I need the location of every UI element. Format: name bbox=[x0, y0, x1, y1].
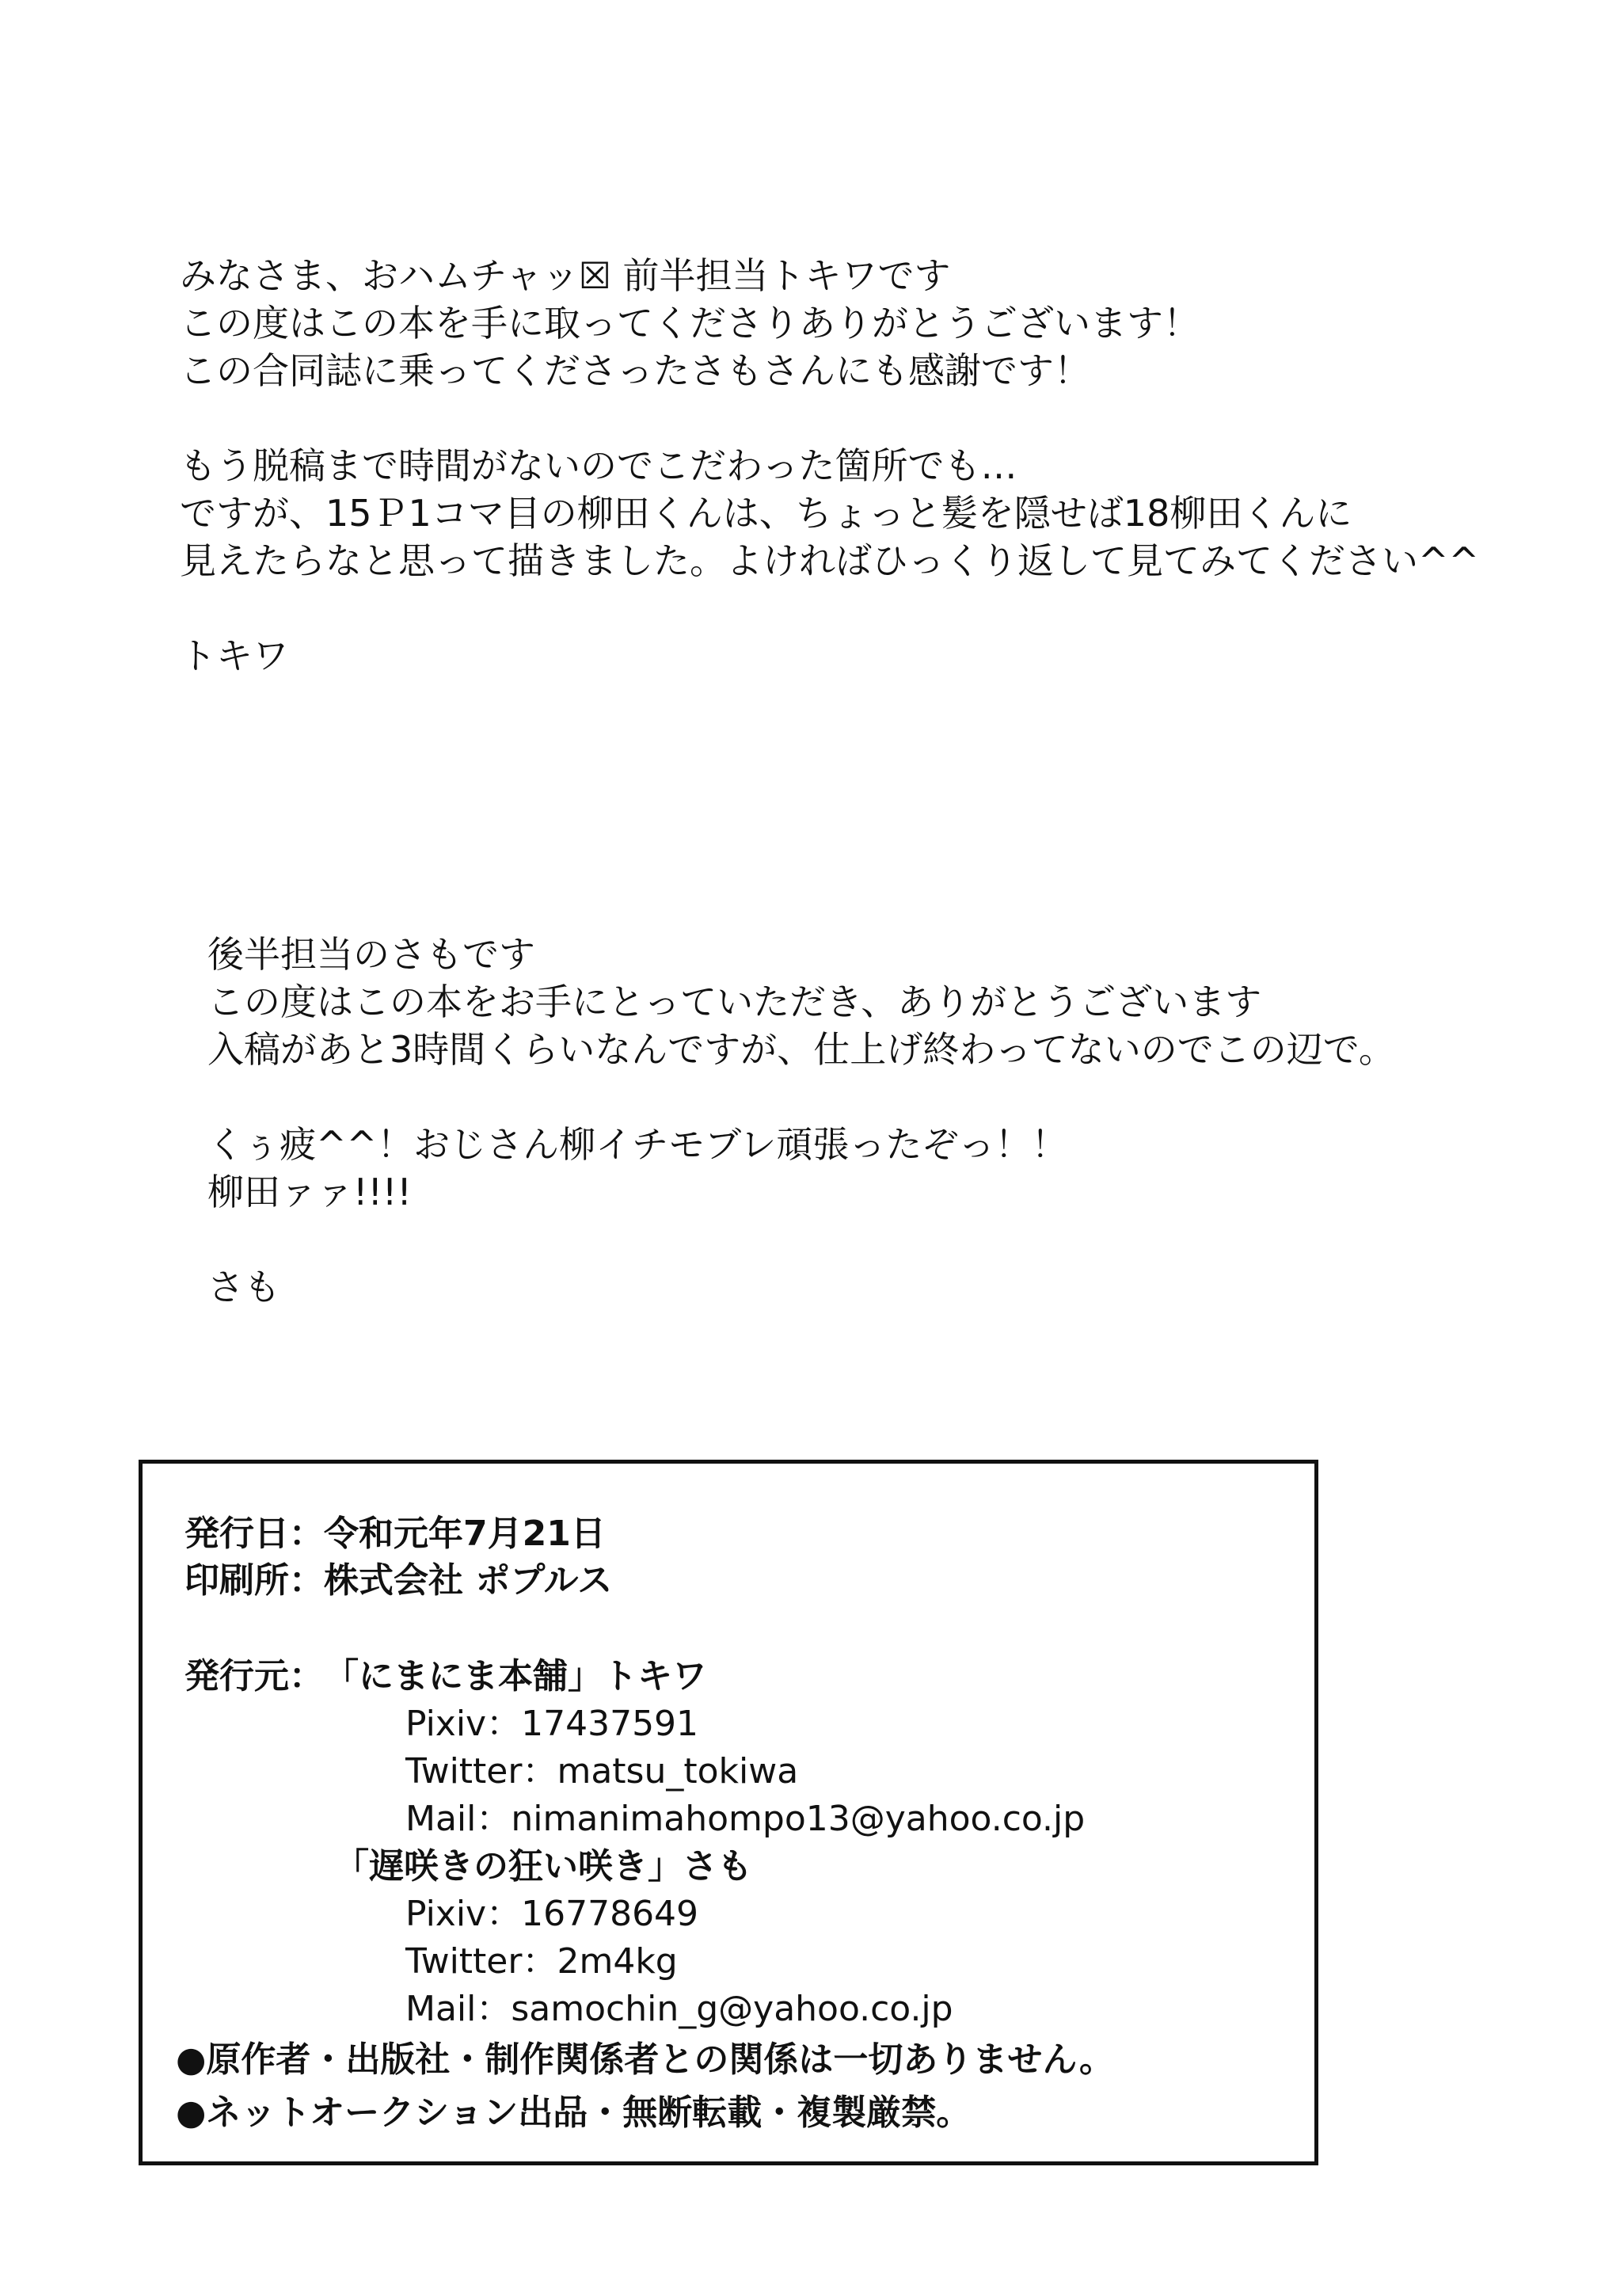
publisher-label: 発行元： bbox=[184, 1656, 324, 1696]
circle1-mail-value: nimanimahompo13@yahoo.co.jp bbox=[511, 1799, 1086, 1839]
tokiwa-line-2: この度はこの本を手に取ってくださりありがとうございます！ bbox=[180, 302, 1200, 345]
circle2-twitter-label: Twitter： bbox=[405, 1941, 557, 1982]
circle2-twitter-row bbox=[405, 1933, 678, 1983]
circle1-pixiv-label: Pixiv： bbox=[405, 1704, 522, 1744]
circle1-pixiv-value: 17437591 bbox=[521, 1704, 699, 1744]
circle1-twitter-label: Twitter： bbox=[405, 1751, 557, 1792]
samo-line-6: 柳田ァァ!!!! bbox=[207, 1171, 412, 1213]
circle1-twitter-row bbox=[405, 1742, 798, 1793]
samo-afterword bbox=[207, 931, 1395, 1311]
circle1-twitter-value: matsu_tokiwa bbox=[557, 1751, 799, 1792]
circle2-row bbox=[334, 1837, 752, 1888]
paragraph-gap bbox=[207, 1073, 1395, 1121]
notice-1 bbox=[176, 2031, 1114, 2081]
circle2-name: 「遅咲きの狂い咲き」さも bbox=[334, 1846, 752, 1887]
samo-line-5: くぅ疲^^！おじさん柳イチモブレ頑張ったぞっ！！ bbox=[207, 1123, 1068, 1166]
circle2-mail-value: samochin_g@yahoo.co.jp bbox=[511, 1989, 953, 2029]
issue-date-label: 発行日： bbox=[184, 1514, 324, 1554]
tokiwa-line-7: 見えたらなと思って描きました。よければひっくり返して見てみてください^^ bbox=[180, 539, 1480, 582]
circle2-pixiv-row bbox=[405, 1885, 698, 1936]
circle2-mail-row bbox=[405, 1980, 953, 2031]
samo-line-1: 後半担当のさもです bbox=[207, 933, 535, 976]
tokiwa-line-6: ですが、15Ｐ1コマ目の柳田くんは、ちょっと髪を隠せば18柳田くんに bbox=[180, 492, 1352, 535]
circle2-pixiv-value: 16778649 bbox=[521, 1894, 699, 1934]
tokiwa-signature: トキワ bbox=[180, 634, 289, 677]
printer-value: 株式会社 ポプルス bbox=[324, 1560, 613, 1601]
circle1-mail-row bbox=[405, 1790, 1085, 1841]
colophon-box bbox=[139, 1460, 1318, 2165]
samo-line-3: 入稿があと3時間くらいなんですが、仕上げ終わってないのでこの辺で。 bbox=[207, 1028, 1395, 1071]
circle1-pixiv-row bbox=[405, 1695, 698, 1746]
tokiwa-line-5: もう脱稿まで時間がないのでこだわった箇所でも… bbox=[180, 444, 1017, 487]
notice-2-text: ●ネットオークション出品・無断転載・複製厳禁。 bbox=[176, 2093, 972, 2133]
printer-row bbox=[184, 1552, 612, 1602]
printer-label: 印刷所： bbox=[184, 1560, 324, 1601]
circle2-twitter-value: 2m4kg bbox=[557, 1941, 678, 1982]
notice-2 bbox=[176, 2084, 971, 2134]
tokiwa-line-3: この合同誌に乗ってくださったさもさんにも感謝です！ bbox=[180, 349, 1090, 392]
paragraph-gap bbox=[207, 1216, 1395, 1263]
samo-line-2: この度はこの本をお手にとっていただき、ありがとうございます bbox=[207, 981, 1262, 1023]
tokiwa-afterword bbox=[180, 252, 1479, 680]
issue-date-value: 令和元年7月21日 bbox=[324, 1514, 606, 1554]
paragraph-gap bbox=[180, 394, 1479, 442]
notice-1-text: ●原作者・出版社・制作関係者との関係は一切ありません。 bbox=[176, 2039, 1115, 2080]
samo-signature: さも bbox=[207, 1266, 280, 1308]
paragraph-gap bbox=[180, 585, 1479, 632]
issue-date-row bbox=[184, 1505, 606, 1556]
circle2-pixiv-label: Pixiv： bbox=[405, 1894, 522, 1934]
circle2-mail-label: Mail： bbox=[405, 1989, 512, 2029]
publisher-row bbox=[184, 1647, 707, 1698]
tokiwa-line-1: みなさま、おハムチャッ☒ 前半担当トキワです bbox=[180, 254, 951, 297]
circle1-mail-label: Mail： bbox=[405, 1799, 512, 1839]
circle1-name: 「にまにま本舗」トキワ bbox=[324, 1656, 707, 1696]
